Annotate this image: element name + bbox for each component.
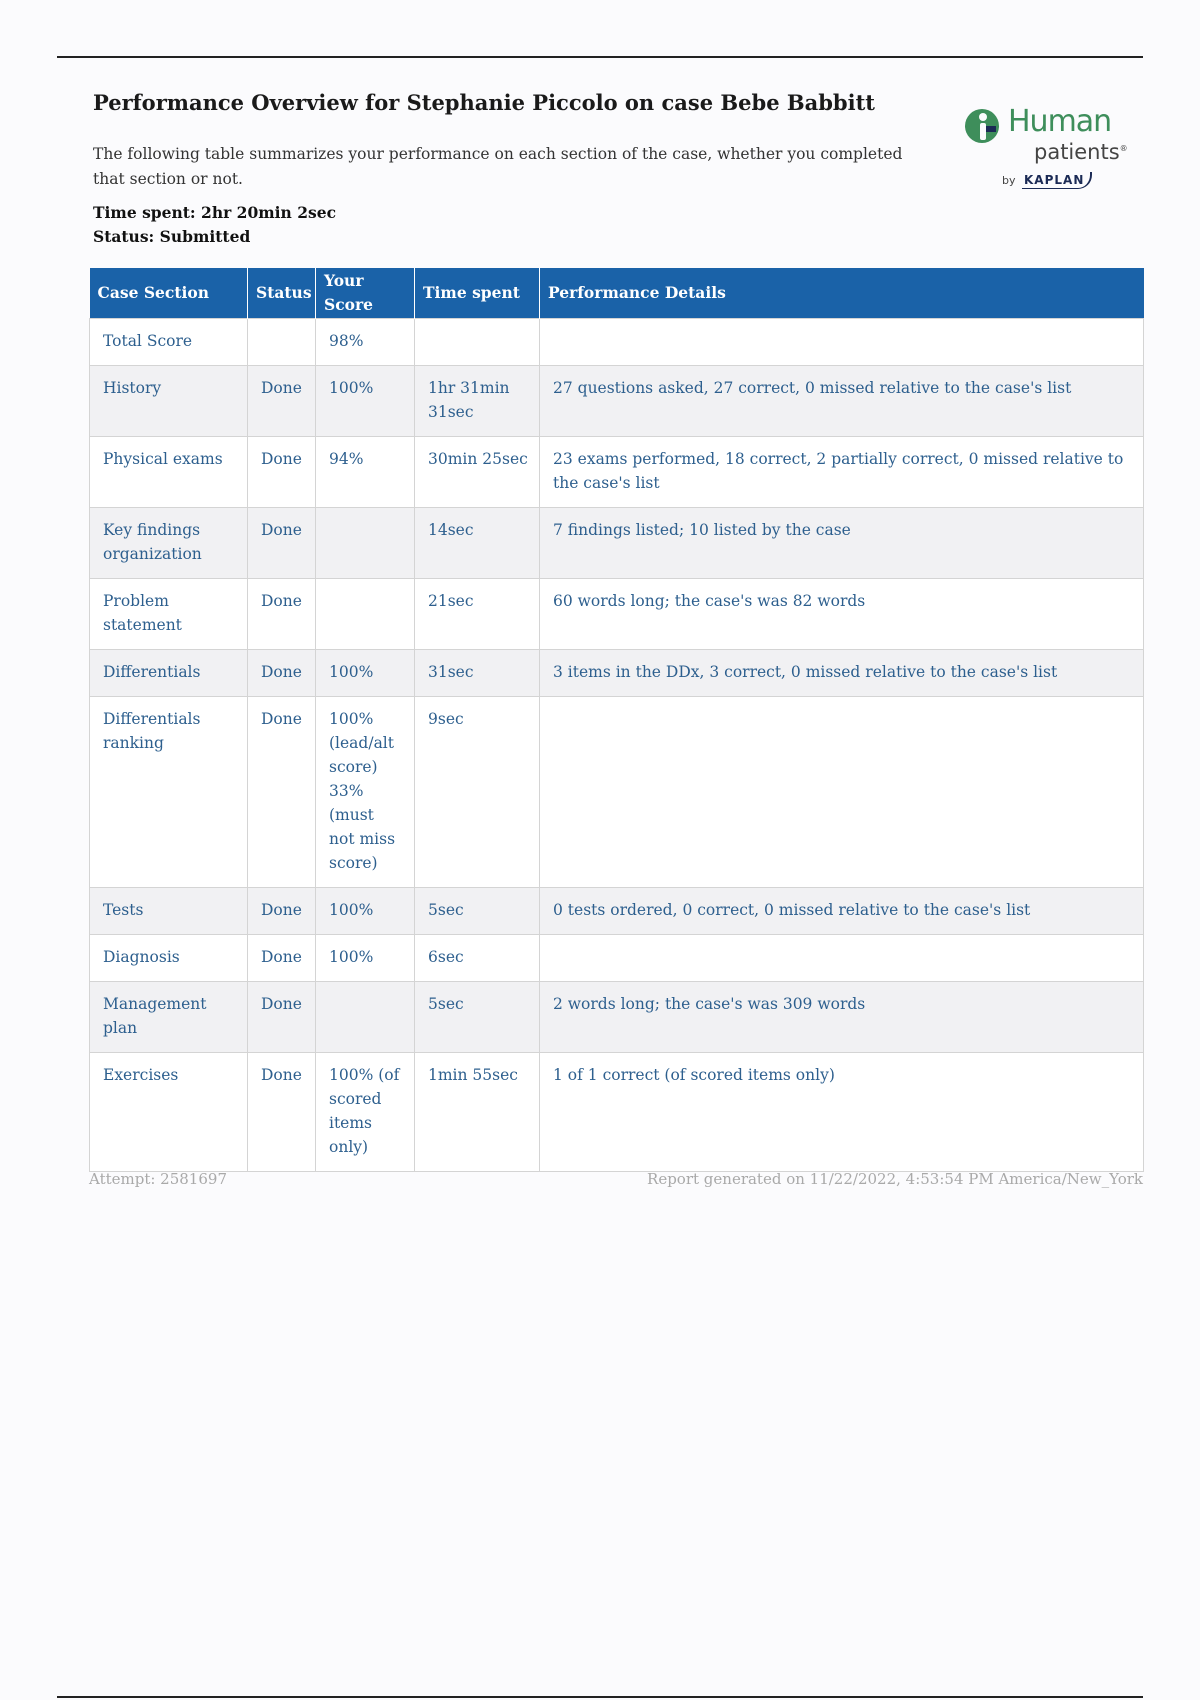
time-spent: Time spent: 2hr 20min 2sec xyxy=(93,203,337,222)
case-section-cell: Exercises xyxy=(90,1053,248,1172)
status-cell: Done xyxy=(248,982,316,1053)
intro-text: The following table summarizes your performance on each section of the case, whether you completed that section or not. xyxy=(93,145,903,188)
status-cell xyxy=(248,319,316,366)
human-patients-logo xyxy=(962,102,1142,202)
table-row xyxy=(90,579,1144,650)
status-cell: Done xyxy=(248,888,316,935)
details-cell xyxy=(540,319,1144,366)
table-row xyxy=(90,935,1144,982)
logo-brand-text: Human xyxy=(1008,104,1112,139)
table-row xyxy=(90,437,1144,508)
bottom-rule xyxy=(57,1696,1143,1698)
score-cell: 98% xyxy=(316,319,415,366)
time-spent-cell: 6sec xyxy=(415,935,540,982)
case-section-cell: Tests xyxy=(90,888,248,935)
score-cell: 100% (of scored items only) xyxy=(316,1053,415,1172)
table-row xyxy=(90,697,1144,888)
logo-by-text: by xyxy=(1002,174,1016,187)
score-cell xyxy=(316,982,415,1053)
status-cell: Done xyxy=(248,697,316,888)
score-cell: 100% xyxy=(316,935,415,982)
details-cell: 27 questions asked, 27 correct, 0 missed relative to the case's list xyxy=(540,366,1144,437)
status-cell: Done xyxy=(248,650,316,697)
details-cell xyxy=(540,935,1144,982)
time-spent-cell xyxy=(415,319,540,366)
table-row xyxy=(90,888,1144,935)
case-section-cell: History xyxy=(90,366,248,437)
score-cell xyxy=(316,508,415,579)
table-body xyxy=(90,319,1144,1172)
time-spent-cell: 5sec xyxy=(415,888,540,935)
top-rule xyxy=(57,56,1143,58)
table-row xyxy=(90,319,1144,366)
table-row xyxy=(90,508,1144,579)
score-cell: 100% xyxy=(316,366,415,437)
status-cell: Done xyxy=(248,935,316,982)
attempt-id: Attempt: 2581697 xyxy=(89,1170,227,1188)
table-header-row xyxy=(90,268,1144,319)
logo-product-text: patients® xyxy=(1034,140,1128,164)
column-header-status: Status xyxy=(248,268,316,319)
table-row xyxy=(90,366,1144,437)
case-section-cell: Management plan xyxy=(90,982,248,1053)
status-cell: Done xyxy=(248,508,316,579)
time-spent-cell: 30min 25sec xyxy=(415,437,540,508)
status-cell: Done xyxy=(248,366,316,437)
person-icon xyxy=(964,106,1006,146)
status-cell: Done xyxy=(248,437,316,508)
details-cell: 3 items in the DDx, 3 correct, 0 missed relative to the case's list xyxy=(540,650,1144,697)
score-cell: 94% xyxy=(316,437,415,508)
status-cell: Done xyxy=(248,1053,316,1172)
table-row xyxy=(90,1053,1144,1172)
time-spent-cell: 21sec xyxy=(415,579,540,650)
details-cell: 2 words long; the case's was 309 words xyxy=(540,982,1144,1053)
time-spent-cell: 31sec xyxy=(415,650,540,697)
case-section-cell: Physical exams xyxy=(90,437,248,508)
details-cell xyxy=(540,697,1144,888)
column-header-time-spent: Time spent xyxy=(415,268,540,319)
time-spent-cell: 9sec xyxy=(415,697,540,888)
case-section-cell: Key findings organization xyxy=(90,508,248,579)
table-row xyxy=(90,650,1144,697)
time-spent-cell: 1min 55sec xyxy=(415,1053,540,1172)
score-cell xyxy=(316,579,415,650)
details-cell: 0 tests ordered, 0 correct, 0 missed relative to the case's list xyxy=(540,888,1144,935)
case-section-cell: Total Score xyxy=(90,319,248,366)
details-cell: 60 words long; the case's was 82 words xyxy=(540,579,1144,650)
time-spent-cell: 14sec xyxy=(415,508,540,579)
table-row xyxy=(90,982,1144,1053)
score-cell: 100% xyxy=(316,888,415,935)
time-spent-cell: 5sec xyxy=(415,982,540,1053)
case-section-cell: Problem statement xyxy=(90,579,248,650)
case-section-cell: Differentials ranking xyxy=(90,697,248,888)
details-cell: 7 findings listed; 10 listed by the case xyxy=(540,508,1144,579)
report-generated: Report generated on 11/22/2022, 4:53:54 PM America/New_York xyxy=(647,1170,1143,1188)
score-cell: 100% xyxy=(316,650,415,697)
details-cell: 1 of 1 correct (of scored items only) xyxy=(540,1053,1144,1172)
performance-table xyxy=(89,268,1144,1172)
status-cell: Done xyxy=(248,579,316,650)
submission-status: Status: Submitted xyxy=(93,227,251,246)
page-title: Performance Overview for Stephanie Piccolo on case Bebe Babbitt xyxy=(93,90,875,115)
column-header-your-score: Your Score xyxy=(316,268,415,319)
case-section-cell: Differentials xyxy=(90,650,248,697)
details-cell: 23 exams performed, 18 correct, 2 partially correct, 0 missed relative to the case's list xyxy=(540,437,1144,508)
score-cell: 100% (lead/alt score) 33% (must not miss score) xyxy=(316,697,415,888)
column-header-performance-details: Performance Details xyxy=(540,268,1144,319)
case-section-cell: Diagnosis xyxy=(90,935,248,982)
kaplan-logo-text: KAPLAN xyxy=(1022,172,1092,189)
column-header-case-section: Case Section xyxy=(90,268,248,319)
time-spent-cell: 1hr 31min 31sec xyxy=(415,366,540,437)
